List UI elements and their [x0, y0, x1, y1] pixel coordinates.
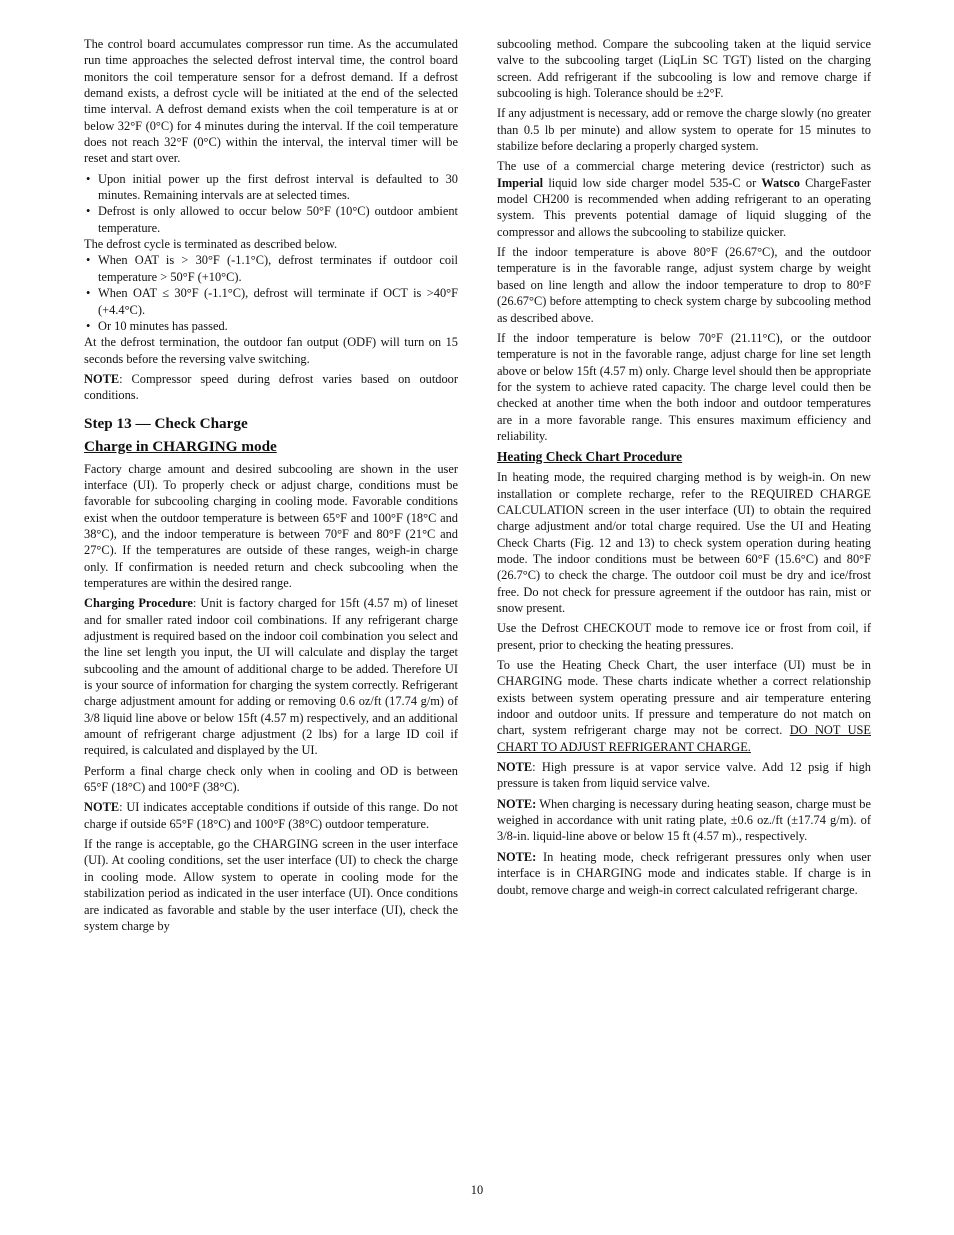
defrost-checkout-paragraph: Use the Defrost CHECKOUT mode to remove ice or frost from coil, if present, prior to checking the heating pressures. [497, 621, 871, 652]
text-span: To use the Heating Check Chart, the user interface (UI) must be in CHARGING mode. These charts indicate whether a correct relationship exists between system operating pressure and air temperature entering indoor and outdoor units. If pressure and temperature do not match on chart, system refrigerant charge may not be correct. [497, 658, 871, 738]
adjustment-paragraph: If any adjustment is necessary, add or remove the charge slowly (no greater than 0.5 lb per minute) and allow system to operate for 15 minutes to stabilize before declaring a properly charged system. [497, 106, 871, 154]
charging-procedure-paragraph [84, 595, 458, 758]
note-label: NOTE [84, 371, 120, 386]
note-label: NOTE: [497, 796, 537, 811]
note-label: NOTE [497, 760, 533, 775]
list-item: • When OAT ≤ 30°F (-1.1°C), defrost will terminate if OCT is >40°F (+4.4°C). [84, 285, 458, 318]
warning-text: DO NOT USE CHART TO ADJUST REFRIGERANT CHARGE. [497, 723, 871, 754]
note-acceptable-conditions [84, 799, 458, 832]
note-text: : Compressor speed during defrost varies based on outdoor conditions. [84, 371, 458, 403]
left-column [84, 36, 458, 938]
defrost-termination-intro: The defrost cycle is terminated as described below. [84, 237, 338, 252]
defrost-termination-list [84, 252, 458, 334]
note-heating-pressures [497, 849, 871, 898]
list-item: • When OAT is > 30°F (-1.1°C), defrost terminates if outdoor coil temperature > 50°F (+10°C). [84, 252, 458, 285]
list-item: • Defrost is only allowed to occur below 50°F (10°C) outdoor ambient temperature. [84, 203, 458, 236]
defrost-fan-paragraph: At the defrost termination, the outdoor fan output (ODF) will turn on 15 seconds before the reversing valve switching. [84, 335, 458, 366]
factory-charge-paragraph: Factory charge amount and desired subcooling are shown in the user interface (UI). To properly check or adjust charge, conditions must be favorable for subcooling charging in cooling mode. Favorable conditions exist when the outdoor temperature is between 65°F and 100°F (18°C and 38°C), and the indoor temperature is between 70°F and 80°F (21°C and 27°C). If the temperatures are outside of these ranges, weigh-in charge only. If confirmation is needed return and check subcooling when the temperatures are within the desired range. [84, 461, 458, 590]
heating-mode-paragraph: In heating mode, the required charging method is by weigh-in. On new installation or complete recharge, refer to the REQUIRED CHARGE CALCULATION screen in the user interface (UI) to obtain the required charge adjustment and/or total charge required. Use the UI and Heating Check Charts (Fig. 12 and 13) to check system operation during heating mode. The indoor conditions must be between 60°F (15.6°C) and 80°F (26.7°C) to check the charge. The outdoor coil must be dry and ice/frost free. Do not check for pressure agreement if the outdoor has rain, mist or snow present. [497, 470, 871, 615]
charging-screen-paragraph: If the range is acceptable, go the CHARGING screen in the user interface (UI). At cooling conditions, set the user interface (UI) to check the charge in cooling mode. Allow system to operate in cooling mode for the stabilization period as indicated in the user interface (UI). Once conditions are indicated as favorable and stable by the user interface (UI), check the system charge by [84, 837, 458, 933]
right-column [497, 36, 871, 902]
brand-imperial: Imperial [497, 175, 544, 190]
final-charge-check-paragraph: Perform a final charge check only when in cooling and OD is between 65°F (18°C) and 100°F (38°C). [84, 763, 458, 795]
note-text: When charging is necessary during heating season, charge must be weighed in accordance with unit rating plate, ±0.6 oz./ft (±17.74 g/m). of 3/8-in. liquid-line above or below 15 ft (4.57 m)., respectively. [497, 796, 871, 844]
heating-check-chart-paragraph [497, 657, 871, 755]
indoor-below-paragraph: If the indoor temperature is below 70°F (21.11°C), or the outdoor temperature is not in the favorable range, adjust charge for line set length above or below 15ft (4.57 m) only. Charge level should then be appropriate for the system to achieve rated capacity. The charge level could then be checked at another time when the both indoor and outdoor temperatures are in a more favorable range. This ensures maximum efficiency and reliability. [497, 330, 871, 443]
note-text: : High pressure is at vapor service valve. Add 12 psig if high pressure is taken from liquid service valve. [497, 760, 871, 791]
note-label: NOTE: [497, 849, 537, 864]
page-number: 10 [470, 1183, 484, 1197]
text-span: The use of a commercial charge metering device (restrictor) such as [497, 159, 871, 174]
note-text: : UI indicates acceptable conditions if outside of this range. Do not charge if outside 65°F (18°C) and 100°F (38°C) outdoor temperature. [84, 800, 458, 831]
note-heating-season [497, 796, 871, 845]
subcooling-method-paragraph: subcooling method. Compare the subcooling taken at the liquid service valve to the subcooling target (LiqLin SC TGT) listed on the charging screen. Add refrigerant if the subcooling is low and remove charge if subcooling is high. Tolerance should be ±2°F. [497, 37, 871, 101]
procedure-label: Charging Procedure [84, 596, 193, 611]
list-item: • Upon initial power up the first defrost interval is defaulted to 30 minutes. Remaining intervals are at selected times. [84, 171, 458, 204]
text-span: liquid low side charger model 535-C or [543, 175, 762, 190]
note-label: NOTE [84, 800, 120, 815]
procedure-text: : Unit is factory charged for 15ft (4.57 m) of lineset and for smaller rated indoor coil combinations. If any refrigerant charge adjustment is required based on the indoor coil combination you select and the line set length you input, the UI will calculate and display the target subcooling and the amount of additional charge to be added. Therefore UI is your source of information for charging the system correctly. Refrigerant charge adjustment amount for adding or removing 0.6 oz/ft (17.74 g/m) of 3/8 liquid line above or below 15ft (4.57 m) respectively, and an additional amount of refrigerant charge adjustment (2 lbs) for a large ID coil if required, is calculated and displayed by the UI. [84, 596, 458, 758]
heating-check-heading: Heating Check Chart Procedure [497, 449, 683, 465]
note-text: In heating mode, check refrigerant pressures only when user interface is in CHARGING mode and indicates stable. If charge is in doubt, remove charge and weigh-in correct calculated refrigerant charge. [497, 849, 871, 897]
text-span: ChargeFaster model CH200 is recommended when adding refrigerant to an operating system. This prevents potential damage of liquid slugging of the compressor and allows the subcooling to stabilize quicker. [497, 175, 871, 239]
note-high-pressure [497, 759, 871, 792]
metering-device-paragraph [497, 158, 871, 240]
note-compressor-speed [84, 371, 458, 404]
defrost-paragraph: The control board accumulates compressor run time. As the accumulated run time approaches the selected defrost interval time, the control board monitors the coil temperature sensor for a defrost demand. If a defrost demand exists, a defrost cycle will be initiated at the end of the selected time interval. A defrost demand exists when the coil temperature is at or below 32°F (0°C) for 4 minutes during the interval. If the coil temperature does not reach 32°F (0°C) within the interval, the interval timer will be reset and start over. [84, 37, 458, 166]
charging-mode-heading: Charge in CHARGING mode [84, 437, 277, 455]
indoor-above-paragraph: If the indoor temperature is above 80°F (26.67°C), and the outdoor temperature is in the favorable range, adjust system charge by weight based on line length and allow the indoor temperature to drop to 80°F (26.67°C) before attempting to check system charge by subcooling method as described above. [497, 245, 871, 325]
brand-watsco: Watsco [761, 175, 800, 190]
step-heading: Step 13 — Check Charge [84, 414, 248, 432]
list-item: • Or 10 minutes has passed. [84, 318, 458, 334]
defrost-interval-list [84, 171, 458, 236]
